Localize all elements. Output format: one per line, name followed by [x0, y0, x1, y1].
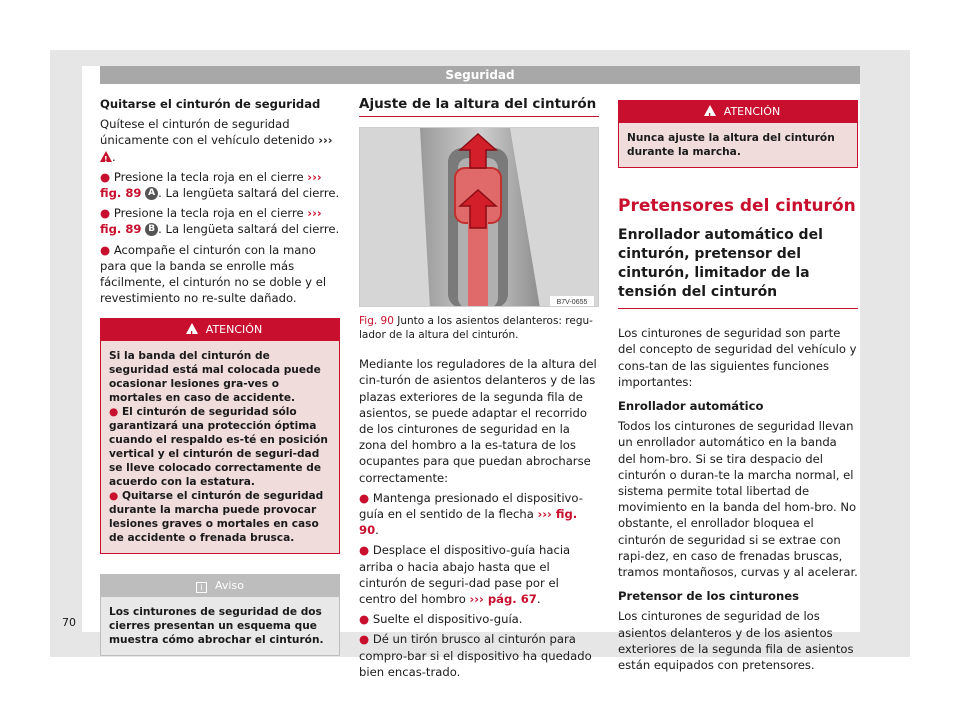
warning-box [100, 318, 340, 554]
badge-a: A [145, 187, 158, 200]
bullet-item: ● Presione la tecla roja en el cierre ››› fig. 89 A . La lengüeta saltará del cierre. [100, 169, 340, 201]
figure-label: Fig. 90 [359, 315, 394, 328]
bullet-item: ● Acompañe el cinturón con la mano para que la banda se enrolle más fácilmente, el cinturón no se doble y el revestimiento no re-sulte dañado. [100, 242, 327, 306]
intro-paragraph: Quítese el cinturón de seguridad únicamente con el vehículo detenido ››› !. [100, 116, 340, 165]
bullet-item: ● Suelte el dispositivo-guía. [359, 612, 523, 627]
bullet-icon: ● [359, 612, 370, 627]
badge-b: B [145, 223, 158, 236]
bullet-icon: ● [100, 242, 111, 257]
bullet-icon: ● [359, 632, 370, 647]
belt-height-adjuster-figure [359, 127, 599, 307]
bullet-item: ● Mantenga presionado el dispositivo-guía en el sentido de la flecha ››› fig. 90. [359, 490, 583, 538]
warning-icon [704, 105, 716, 116]
warning-body: Nunca ajuste la altura del cinturón durante la marcha. [619, 123, 857, 167]
page-number: 70 [62, 616, 76, 629]
chapter-section-title: Pretensores del cinturón [618, 196, 856, 216]
subheading: Pretensor de los cinturones [618, 589, 800, 604]
warning-header: !ATENCIÓN [619, 101, 857, 123]
column-left [100, 96, 340, 656]
warning-header: !ATENCIÓN [101, 319, 339, 341]
bullet-item: ● Dé un tirón brusco al cinturón para compro-bar si el dispositivo ha quedado bien encas-trado. [359, 632, 592, 679]
column-right [618, 96, 858, 677]
reference-arrow[interactable]: ››› [318, 133, 333, 148]
note-header: i Aviso [101, 575, 339, 597]
bullet-item: ● Desplace el dispositivo-guía hacia arriba o hacia abajo hasta que el cinturón de seguri-dad pase por el centro del hombro ››› pág. 67. [359, 543, 571, 607]
bullet-icon: ● [109, 406, 122, 419]
intro-paragraph: Los cinturones de seguridad son parte del concepto de seguridad del vehículo y cons-tan de las siguientes funciones importantes: [618, 326, 857, 389]
figure-code: B7V-0655 [556, 299, 588, 307]
body-paragraph: Mediante los reguladores de la altura del cin-turón de asientos delanteros y de las plazas exteriores de la segunda fila de asientos, se puede adaptar el recorrido de los cinturones de seguridad en la zona del hombro a la es-tatura de los ocupantes para que puedan abrocharse correctamente: [359, 357, 597, 485]
section-subtitle: Enrollador automático del cinturón, pretensor del cinturón, limitador de la tensión del cinturón [618, 226, 858, 309]
warning-box [618, 100, 858, 168]
figure-link[interactable]: ››› fig. 90 [359, 507, 578, 538]
figure-link[interactable]: ››› fig. 89 [100, 206, 322, 237]
column-middle [359, 96, 599, 684]
page-link[interactable]: ››› pág. 67 [469, 592, 537, 607]
figure-link[interactable]: ››› fig. 89 [100, 169, 322, 201]
section-heading: Quitarse el cinturón de seguridad [100, 97, 321, 111]
bullet-icon: ● [359, 543, 370, 558]
belt-adjuster-illustration [360, 128, 599, 307]
chapter-header: Seguridad [100, 66, 860, 84]
figure-caption: Fig. 90 Junto a los asientos delanteros: regu-lador de la altura del cinturón. [359, 315, 593, 341]
bullet-icon: ● [359, 490, 370, 505]
bullet-item: ● Presione la tecla roja en el cierre ››› fig. 89 B . La lengüeta saltará del cierre. [100, 206, 340, 237]
note-body: Los cinturones de seguridad de dos cierres presentan un esquema que muestra cómo abrochar el cinturón. [101, 597, 339, 655]
section-heading: Ajuste de la altura del cinturón [359, 96, 599, 117]
body-paragraph: Todos los cinturones de seguridad llevan un enrollador automático en la banda del hom-bro. Si se tira despacio del cinturón o duran-te la marcha normal, el sistema permite total libertad de movimiento en la banda del hom-bro. No obstante, el enrollador bloquea el cinturón de seguridad si se extrae con rapi-dez, en caso de frenadas bruscas, tramos montañosos, curvas y al acelerar. [618, 419, 858, 580]
body-paragraph: Los cinturones de seguridad de los asientos delanteros y de los asientos exteriores de la segunda fila de asientos están equipados con pretensores. [618, 609, 854, 673]
bullet-icon: ● [100, 169, 111, 184]
note-box [100, 574, 340, 656]
subheading: Enrollador automático [618, 399, 764, 414]
warning-icon [100, 151, 112, 162]
warning-body: Si la banda del cinturón de seguridad está mal colocada puede ocasionar lesiones gra-ves o mortales en caso de accidente. ● El cinturón de seguridad sólo garantizará una protección óptima cuando el respaldo es-té en posición vertical y el cinturón de seguri-dad se lleve colocado correctamente de acuerdo con la estatura. ● Quitarse el cinturón de seguridad durante la marcha puede provocar lesiones graves o mortales en caso de accidente o frenada brusca. [101, 341, 339, 553]
bullet-icon: ● [100, 206, 111, 221]
warning-icon [186, 323, 198, 334]
bullet-icon: ● [109, 490, 122, 503]
info-icon: i [196, 582, 207, 593]
